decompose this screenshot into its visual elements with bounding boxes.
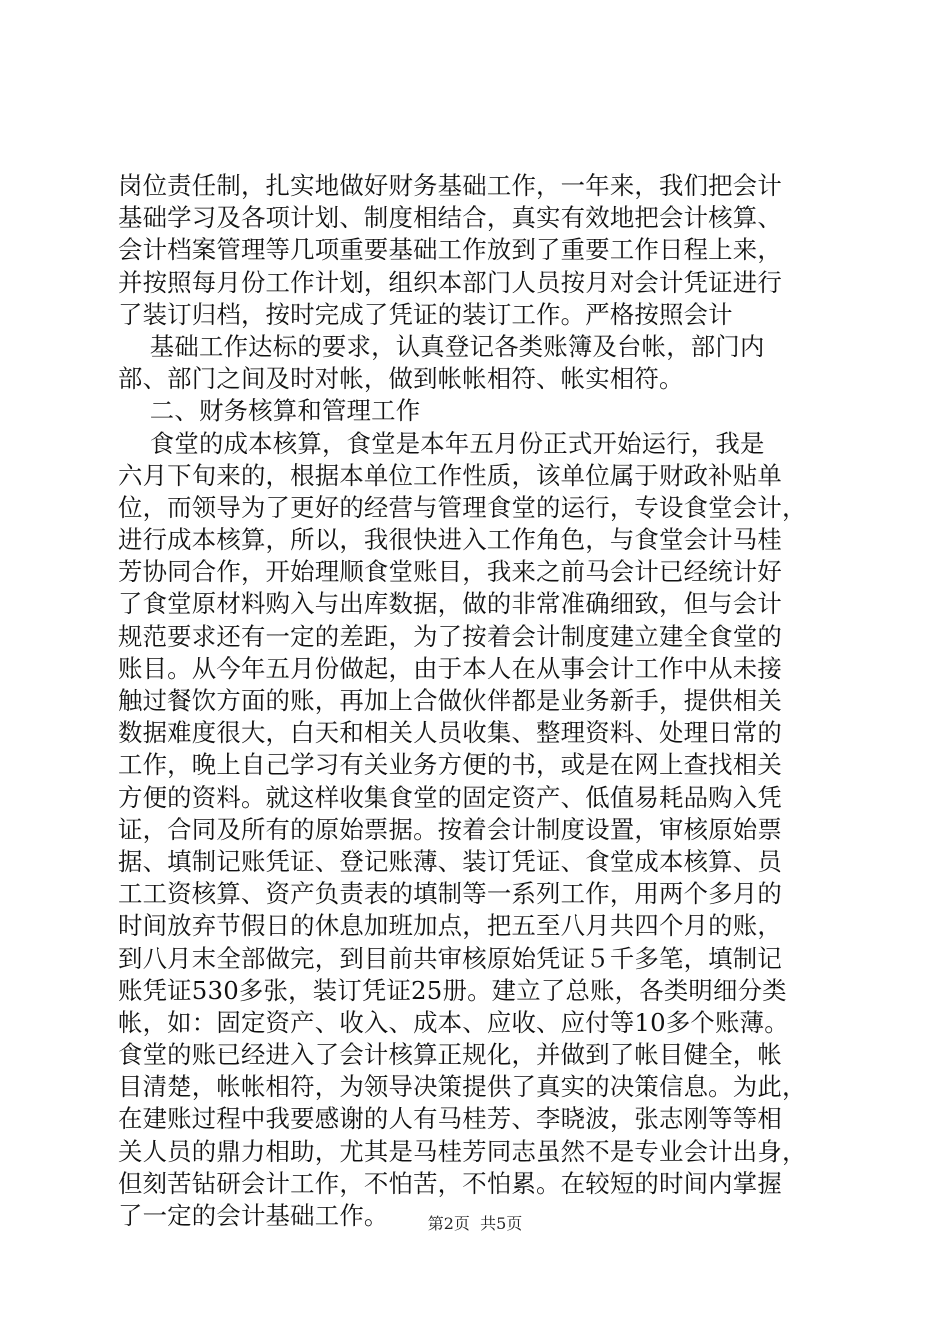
text-line: 数据难度很大，白天和相关人员收集、整理资料、处理日常的 — [118, 718, 782, 748]
text-line: 到八月末全部做完，到目前共审核原始凭证５千多笔，填制记 — [118, 943, 782, 973]
text-line: 基础学习及各项计划、制度相结合，真实有效地把会计核算、 — [118, 203, 782, 233]
text-line: 食堂的账已经进入了会计核算正规化，并做到了帐目健全，帐 — [118, 1040, 782, 1070]
text-line: 方便的资料。就这样收集食堂的固定资产、低值易耗品购入凭 — [118, 782, 782, 812]
text-line: 证，合同及所有的原始票据。按着会计制度设置，审核原始票 — [118, 814, 782, 844]
text-line: 账目。从今年五月份做起，由于本人在从事会计工作中从未接 — [118, 653, 782, 683]
text-line: 规范要求还有一定的差距，为了按着会计制度建立建全食堂的 — [118, 621, 782, 651]
text-line: 据、填制记账凭证、登记账薄、装订凭证、食堂成本核算、员 — [118, 846, 782, 876]
text-line: 工工资核算、资产负责表的填制等一系列工作，用两个多月的 — [118, 879, 782, 909]
text-line: 并按照每月份工作计划，组织本部门人员按月对会计凭证进行 — [118, 267, 782, 297]
text-line: 关人员的鼎力相助，尤其是马桂芳同志虽然不是专业会计出身， — [118, 1136, 807, 1166]
text-line: 会计档案管理等几项重要基础工作放到了重要工作日程上来， — [118, 235, 782, 265]
text-line: 基础工作达标的要求，认真登记各类账簿及台帐，部门内 — [118, 331, 765, 361]
text-line: 芳协同合作，开始理顺食堂账目，我来之前马会计已经统计好 — [118, 557, 782, 587]
body-text — [118, 170, 840, 1232]
text-line: 触过餐饮方面的账，再加上合做伙伴都是业务新手，提供相关 — [118, 686, 782, 715]
text-line: 了食堂原材料购入与出库数据，做的非常准确细致，但与会计 — [118, 589, 782, 619]
section-heading: 二、财务核算和管理工作 — [118, 396, 421, 426]
text-line: 食堂的成本核算，食堂是本年五月份正式开始运行，我是 — [118, 428, 765, 458]
text-line: 账凭证530多张，装订凭证25册。建立了总账，各类明细分类 — [118, 975, 787, 1005]
text-line: 部、部门之间及时对帐，做到帐帐相符、帐实相符。 — [118, 364, 684, 394]
page-number-footer: 第2页 共5页 — [427, 1214, 523, 1233]
text-line: 工作，晚上自己学习有关业务方便的书，或是在网上查找相关 — [118, 750, 782, 780]
text-line: 六月下旬来的，根据本单位工作性质，该单位属于财政补贴单 — [118, 460, 782, 490]
text-line: 位，而领导为了更好的经营与管理食堂的运行，专设食堂会计， — [118, 492, 807, 522]
text-line: 了一定的会计基础工作。 — [118, 1201, 389, 1230]
text-line: 岗位责任制，扎实地做好财务基础工作，一年来，我们把会计 — [118, 171, 782, 200]
text-line: 进行成本核算，所以，我很快进入工作角色，与食堂会计马桂 — [118, 525, 782, 555]
text-line: 目清楚，帐帐相符，为领导决策提供了真实的决策信息。为此， — [118, 1072, 807, 1102]
text-line: 时间放弃节假日的休息加班加点，把五至八月共四个月的账， — [118, 911, 782, 941]
text-line: 了装订归档，按时完成了凭证的装订工作。严格按照会计 — [118, 299, 733, 329]
text-line: 在建账过程中我要感谢的人有马桂芳、李晓波，张志刚等等相 — [118, 1104, 782, 1134]
text-line: 帐，如：固定资产、收入、成本、应收、应付等10多个账薄。 — [118, 1007, 789, 1037]
text-line: 但刻苦钻研会计工作，不怕苦，不怕累。在较短的时间内掌握 — [118, 1168, 782, 1198]
